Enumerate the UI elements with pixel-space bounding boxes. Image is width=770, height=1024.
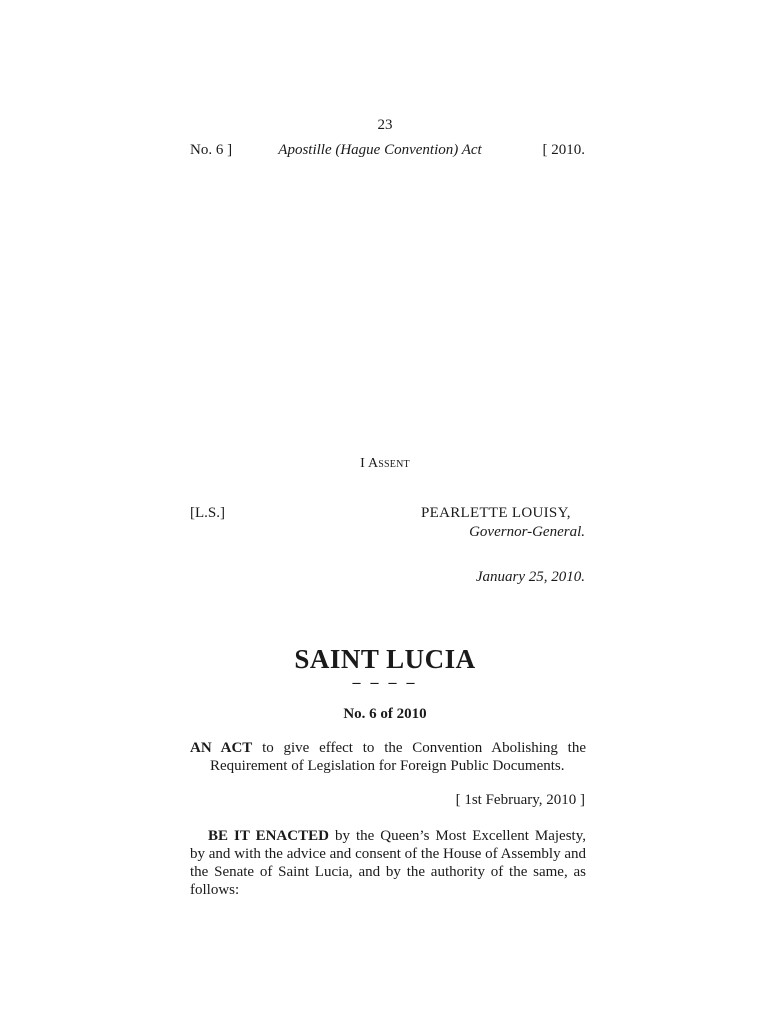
heading-divider: – – – – [352,674,418,691]
governor-general-name: PEARLETTE LOUISY, [421,505,571,521]
assent-heading: I Assent [360,456,410,471]
long-title-text: to give effect to the Convention Abolishing the Requirement of Legislation for Foreign Public Documents. [210,740,587,774]
enacting-lead: BE IT ENACTED [208,828,329,844]
seal-mark: [L.S.] [190,505,225,521]
long-title [190,739,586,775]
running-head-act-title: Apostille (Hague Convention) Act [278,142,482,158]
governor-general-title: Governor-General. [469,524,585,540]
country-heading: SAINT LUCIA [294,644,476,674]
commencement-date: [ 1st February, 2010 ] [455,792,585,808]
page-number: 23 [377,117,393,133]
running-head-year: [ 2010. [542,142,585,158]
enacting-text: by the Queen’s Most Excellent Majesty, by and with the advice and consent of the House of Assembly and the Senate of Saint Lucia, and by the authority of the same, as follows: [190,828,586,898]
enacting-clause [190,827,586,899]
act-number: No. 6 of 2010 [343,706,427,722]
assent-date: January 25, 2010. [475,569,585,585]
long-title-lead: AN ACT [190,740,253,756]
running-head-act-number: No. 6 ] [190,142,233,158]
